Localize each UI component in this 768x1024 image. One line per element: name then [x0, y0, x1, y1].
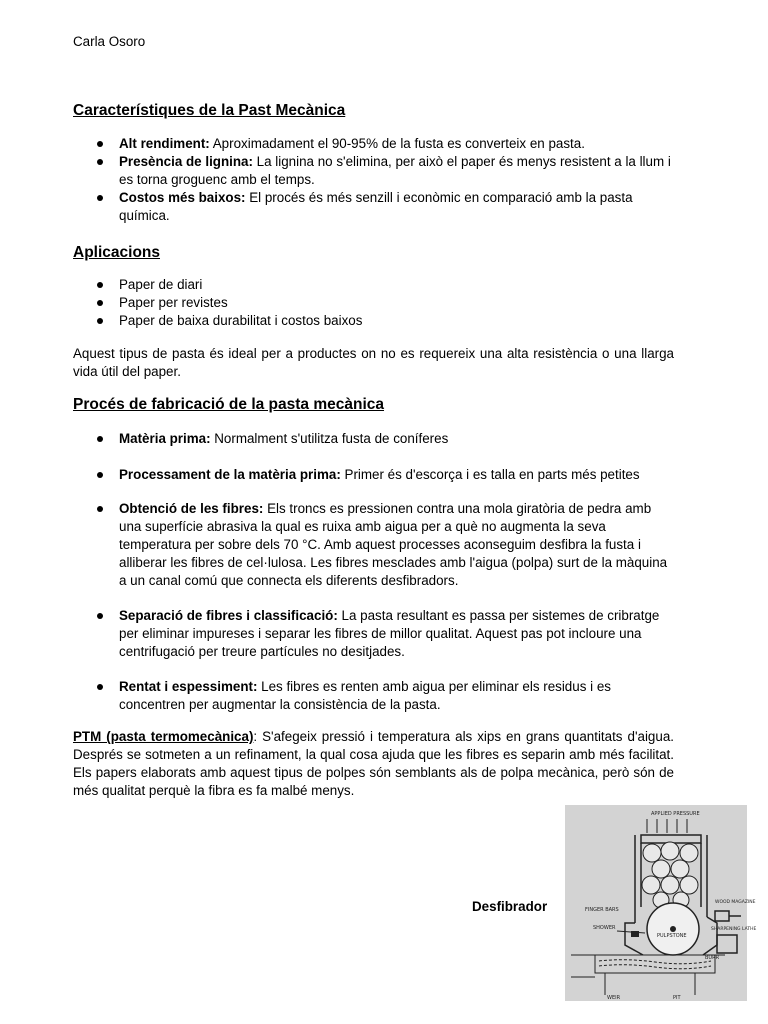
- heading-caracteristiques: Característiques de la Past Mecànica: [73, 102, 346, 119]
- ptm-paragraph: [73, 728, 674, 800]
- list-item: [73, 430, 673, 448]
- list-item: Paper de baixa durabilitat i costos baixos: [73, 312, 673, 330]
- process-list: [73, 678, 673, 714]
- author-name: Carla Osoro: [73, 34, 146, 49]
- list-item: [73, 135, 673, 153]
- item-text: Aproximadament el 90-95% de la fusta es converteix en pasta.: [209, 136, 585, 151]
- list-item: [73, 500, 673, 590]
- item-term: Processament de la matèria prima:: [119, 467, 341, 482]
- item-text: El procés és més senzill i econòmic en comparació amb la pasta química.: [119, 190, 633, 223]
- item-text: Els troncs es pressionen contra una mola giratòria de pedra amb una superfície abrasiva la qual es ruixa amb aigua per a què no augmenta la seva temperatura per sobre dels 70 °C. Amb aquest processes aconseguim desfibra la fusta i alliberar les fibres de cel·lulosa. Les fibres mesclades amb l'aigua (polpa) surt de la màquina a un canal comú que connecta els diferents desfibradors.: [119, 501, 668, 588]
- label-finger-bars: FINGER BARS: [585, 907, 619, 913]
- label-weir: WEIR: [607, 995, 621, 1001]
- item-term: Rentat i espessiment:: [119, 679, 258, 694]
- item-text: Les fibres es renten amb aigua per eliminar els residus i es concentren per augmentar la consistència de la pasta.: [119, 679, 611, 712]
- list-item: [73, 607, 673, 661]
- process-list: [73, 500, 673, 590]
- item-text: Normalment s'utilitza fusta de coníferes: [210, 431, 449, 446]
- item-term: Alt rendiment:: [119, 136, 210, 151]
- grinder-diagram: [565, 805, 757, 1001]
- applications-list: [73, 276, 673, 330]
- item-term: Matèria prima:: [119, 431, 211, 446]
- process-list: [73, 607, 673, 661]
- item-text: Primer és d'escorça i es talla en parts més petites: [340, 467, 640, 482]
- label-sharpening-lathe: SHARPENING LATHE: [711, 927, 757, 932]
- list-item: Paper per revistes: [73, 294, 673, 312]
- heading-aplicacions: Aplicacions: [73, 244, 160, 261]
- item-text: La pasta resultant es passa per sistemes de cribratge per eliminar impureses i separar les fibres de millor qualitat. Aquest pas pot incloure una centrifugació per treure partícules no desitjades.: [119, 608, 660, 659]
- label-burr: BURR: [705, 955, 720, 961]
- label-pit: PIT: [673, 995, 681, 1001]
- applications-paragraph: Aquest tipus de pasta és ideal per a productes on no es requereix una alta resistència o una llarga vida útil del paper.: [73, 346, 674, 379]
- process-list: [73, 466, 673, 484]
- figure-caption: Desfibrador: [472, 899, 548, 914]
- list-item: [73, 189, 673, 225]
- list-item: [73, 678, 673, 714]
- item-term: Separació de fibres i classificació:: [119, 608, 338, 623]
- item-text: La lignina no s'elimina, per això el paper és menys resistent a la llum i es torna groguenc amb el temps.: [119, 154, 671, 187]
- list-item: [73, 153, 673, 189]
- label-pulpstone: PULPSTONE: [657, 933, 687, 939]
- heading-proces: Procés de fabricació de la pasta mecànica: [73, 396, 385, 413]
- item-term: Presència de lignina:: [119, 154, 253, 169]
- item-term: Obtenció de les fibres:: [119, 501, 264, 516]
- process-list: [73, 430, 673, 448]
- label-wood-magazine: WOOD MAGAZINE: [715, 900, 756, 905]
- ptm-text: : S'afegeix pressió i temperatura als xips en grans quantitats d'aigua. Després se sotmeten a un refinament, la qual cosa ajuda que les fibres es separin amb més facilitat. Els papers elaborats amb aquest tipus de polpes són semblants als de polpa mecànica, però són de més qualitat perquè la fibra es fa malbé menys.: [73, 729, 674, 798]
- label-shower: SHOWER: [593, 925, 616, 931]
- list-item: [73, 466, 673, 484]
- ptm-lead: PTM (pasta termomecànica): [73, 729, 254, 744]
- item-term: Costos més baixos:: [119, 190, 246, 205]
- characteristics-list: [73, 135, 673, 225]
- list-item: Paper de diari: [73, 276, 673, 294]
- label-applied-pressure: APPLIED PRESSURE: [651, 811, 700, 817]
